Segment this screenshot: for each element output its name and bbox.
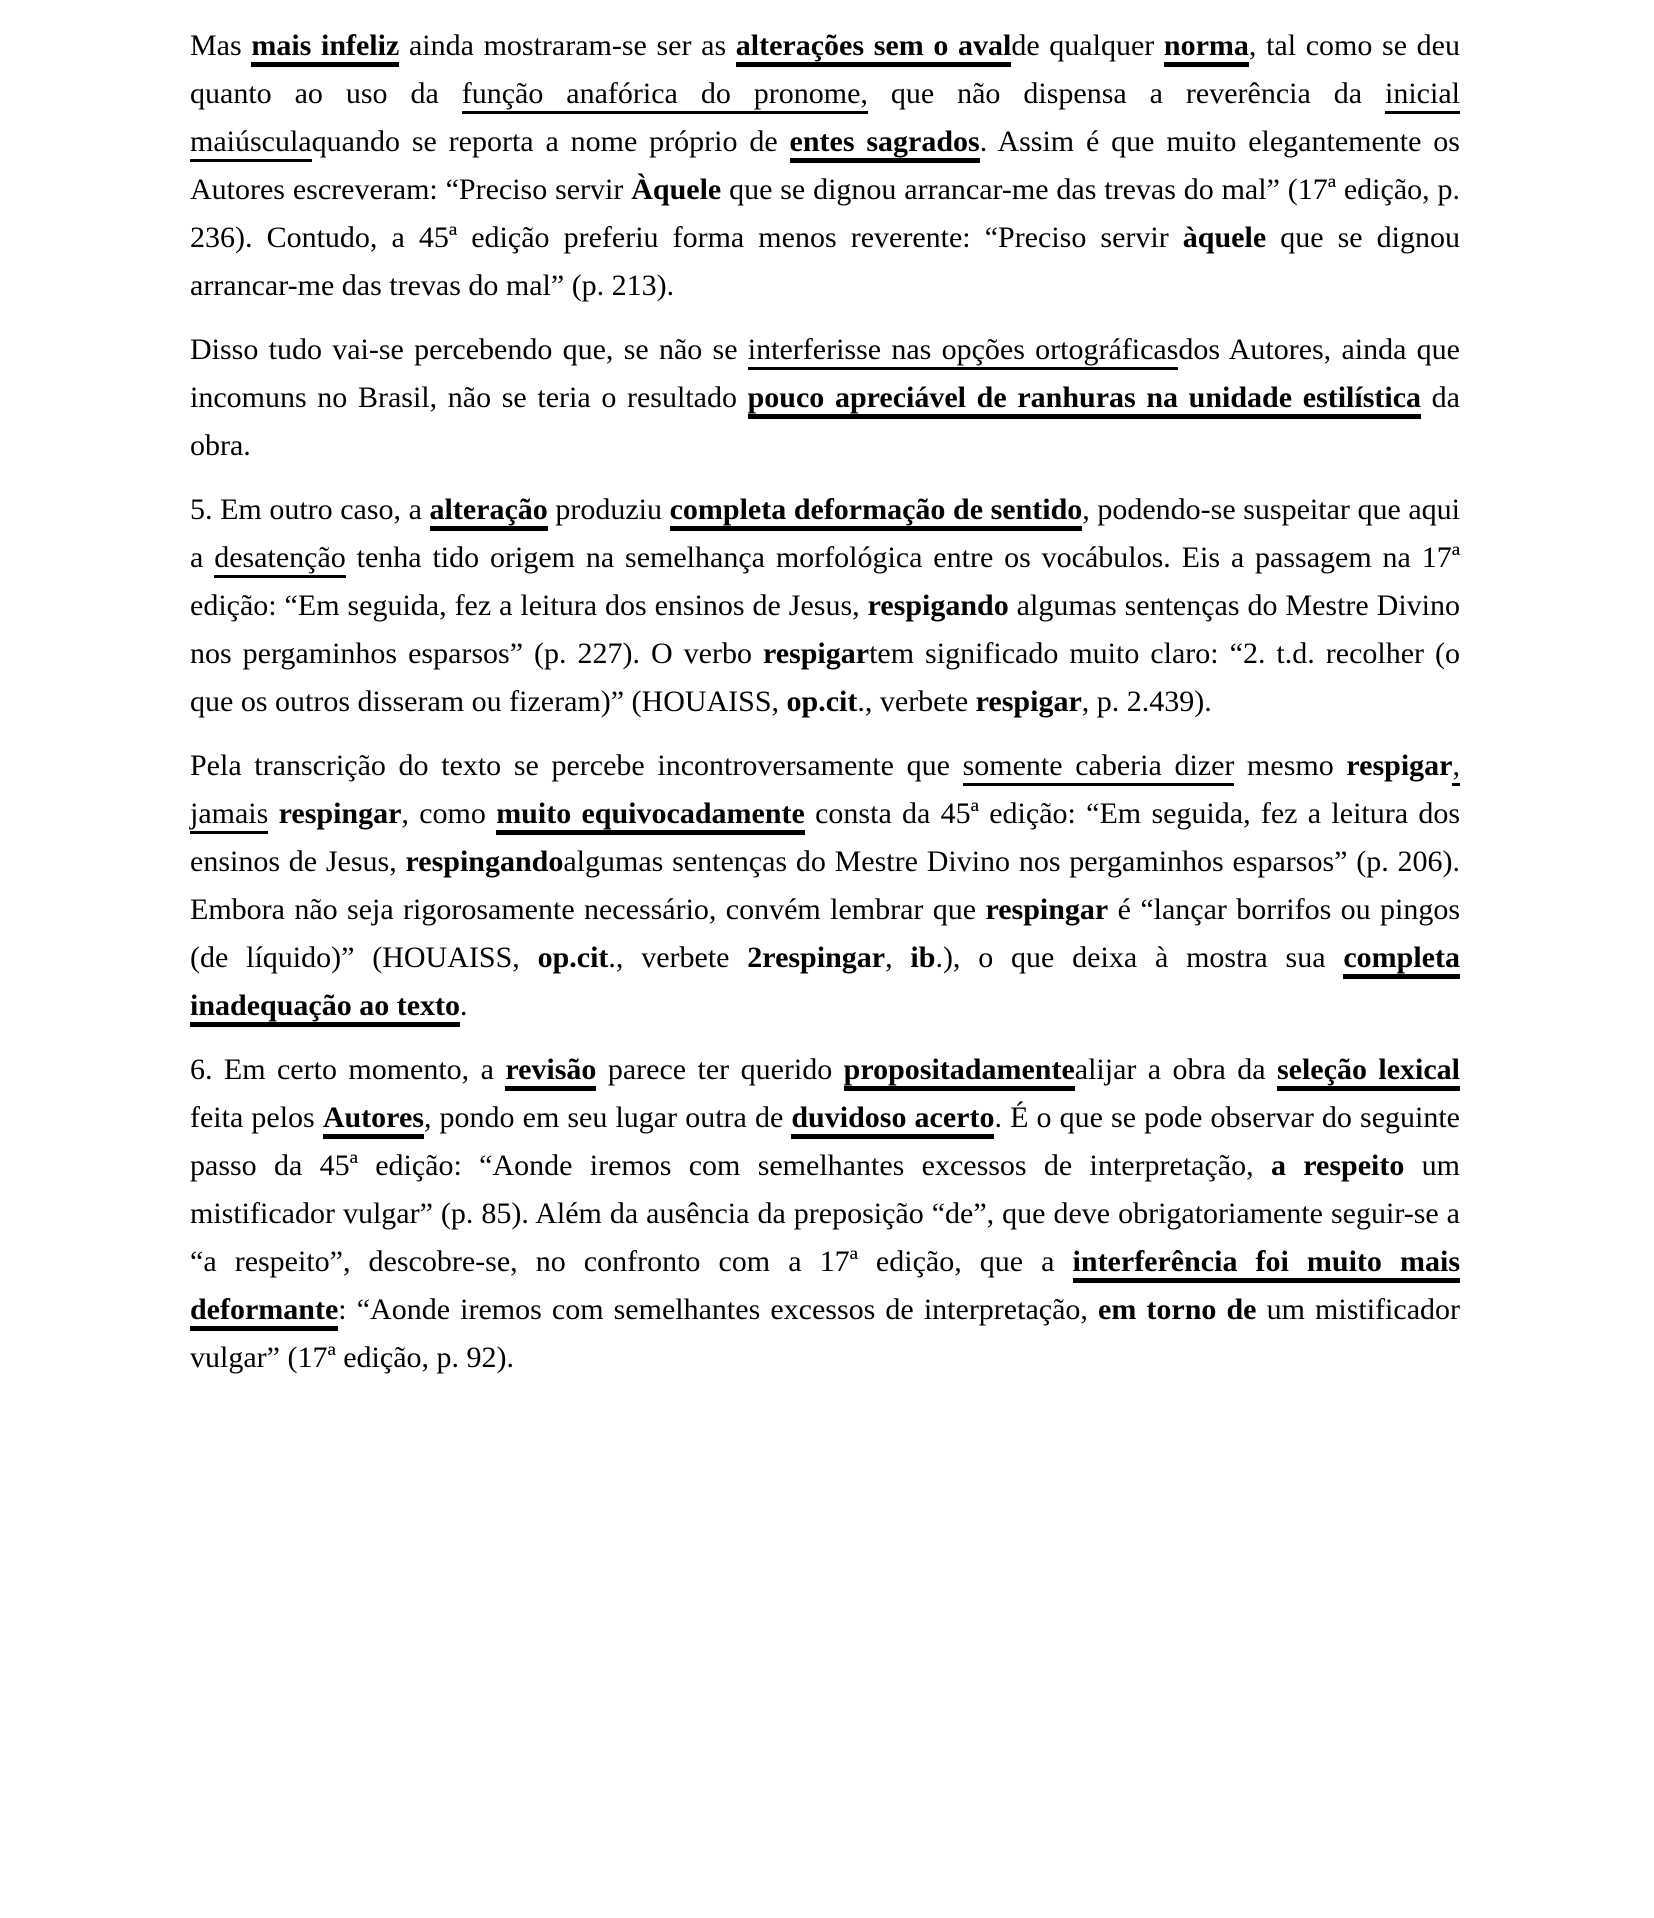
text-run: quando se reporta a nome próprio de bbox=[311, 125, 790, 158]
text-run: respingando bbox=[405, 845, 564, 878]
text-run: mais infeliz bbox=[251, 29, 399, 67]
text-run: que se dignou arrancar-me das trevas do mal” (p. 213). bbox=[190, 221, 1461, 302]
text-run: tem significado muito claro: “2. t.d. recolher (o que os outros disseram ou fizeram)” (HOUAISS, bbox=[190, 637, 1461, 718]
text-run: , pondo em seu lugar outra de bbox=[423, 1101, 792, 1134]
text-run: um mistificador vulgar” (17ª edição, p. 92). bbox=[190, 1293, 1460, 1374]
text-run: Disso tudo vai-se percebendo que, se não se bbox=[190, 333, 748, 366]
text-run: é “lançar borrifos ou pingos (de líquido)” (HOUAISS, bbox=[190, 893, 1460, 974]
text-run: da obra. bbox=[190, 381, 1460, 462]
text-run: ., verbete bbox=[608, 941, 748, 974]
text-run: revisão bbox=[505, 1053, 596, 1091]
text-run bbox=[268, 797, 278, 830]
text-run: alijar a obra da bbox=[1074, 1053, 1277, 1086]
text-run: que não dispensa a reverência da bbox=[867, 77, 1385, 110]
text-run: completa deformação de sentido bbox=[670, 493, 1083, 531]
text-run: desatenção bbox=[214, 541, 346, 578]
text-run: parece ter querido bbox=[596, 1053, 844, 1086]
paragraph bbox=[190, 742, 1460, 1030]
text-run: Mas bbox=[190, 29, 252, 62]
text-run: , p. 2.439). bbox=[1081, 685, 1212, 718]
paragraph bbox=[190, 486, 1460, 726]
text-run: Autores bbox=[323, 1101, 424, 1139]
text-run: , tal como se deu quanto ao uso da bbox=[190, 29, 1460, 110]
text-run: produziu bbox=[547, 493, 670, 526]
paragraph bbox=[190, 1046, 1460, 1382]
text-run: dos Autores, ainda que incomuns no Brasil, não se teria o resultado bbox=[190, 333, 1460, 414]
text-run: . É o que se pode observar do seguinte passo da 45ª edição: “Aonde iremos com semelhantes excessos de interpretação, bbox=[190, 1101, 1460, 1182]
text-run: função anafórica do pronome, bbox=[462, 77, 868, 114]
text-run: op.cit bbox=[786, 685, 858, 718]
text-run: 2respingar bbox=[747, 941, 886, 974]
text-run: em torno de bbox=[1098, 1293, 1257, 1326]
text-run: respingar bbox=[985, 893, 1109, 926]
text-run: .), o que deixa à mostra sua bbox=[935, 941, 1344, 974]
text-run: ib bbox=[910, 941, 936, 974]
text-run: respigar bbox=[1346, 749, 1453, 782]
text-run: inicial maiúscula bbox=[190, 77, 1460, 162]
text-run: tenha tido origem na semelhança morfológica entre os vocábulos. Eis a passagem na 17ª edição: “Em seguida, fez a leitura dos ensinos de Jesus, bbox=[190, 541, 1460, 622]
paragraph bbox=[190, 326, 1460, 470]
text-run: algumas sentenças do Mestre Divino nos pergaminhos esparsos” (p. 227). O verbo bbox=[190, 589, 1461, 670]
text-run: respingar bbox=[278, 797, 402, 830]
text-run: muito equivocadamente bbox=[496, 797, 805, 835]
text-run: op.cit bbox=[537, 941, 609, 974]
text-run: , como bbox=[401, 797, 497, 830]
text-run: respigar bbox=[975, 685, 1082, 718]
text-run: pouco apreciável de ranhuras na unidade estilística bbox=[748, 381, 1421, 419]
text-run: propositadamente bbox=[844, 1053, 1075, 1091]
text-run: , podendo-se suspeitar que aqui a bbox=[190, 493, 1461, 574]
text-run: algumas sentenças do Mestre Divino nos pergaminhos esparsos” (p. 206). Embora não seja rigorosamente necessário, convém lembrar que bbox=[190, 845, 1461, 926]
text-run: norma bbox=[1164, 29, 1249, 67]
text-run: Àquele bbox=[631, 173, 722, 206]
text-run: um mistificador vulgar” (p. 85). Além da ausência da preposição “de”, que deve obrigatoriamente seguir-se a “a respeito”, descobre-se, no confronto com a 17ª edição, que a bbox=[190, 1149, 1460, 1278]
text-run: interferência foi muito mais deformante bbox=[190, 1245, 1460, 1331]
text-run: . bbox=[460, 989, 468, 1022]
paragraph bbox=[190, 22, 1460, 310]
text-run: ainda mostraram-se ser as bbox=[399, 29, 736, 62]
text-run: ., verbete bbox=[857, 685, 976, 718]
text-run: alterações sem o aval bbox=[736, 29, 1012, 67]
text-run: 6. Em certo momento, a bbox=[190, 1053, 506, 1086]
text-run: . Assim é que muito elegantemente os Autores escreveram: “Preciso servir bbox=[190, 125, 1460, 206]
text-run: somente caberia dizer bbox=[963, 749, 1235, 786]
text-run: de qualquer bbox=[1011, 29, 1164, 62]
text-run: seleção lexical bbox=[1277, 1053, 1460, 1091]
text-run: mesmo bbox=[1234, 749, 1347, 782]
text-run: , bbox=[885, 941, 911, 974]
text-run: alteração bbox=[430, 493, 548, 531]
text-run: a respeito bbox=[1270, 1149, 1405, 1182]
text-run: : “Aonde iremos com semelhantes excessos de interpretação, bbox=[338, 1293, 1098, 1326]
text-run: completa inadequação ao texto bbox=[190, 941, 1460, 1027]
text-run: duvidoso acerto bbox=[791, 1101, 994, 1139]
document-body bbox=[190, 22, 1460, 1382]
text-run: 5. Em outro caso, a bbox=[190, 493, 430, 526]
text-run: , jamais bbox=[190, 749, 1460, 834]
text-run: àquele bbox=[1182, 221, 1267, 254]
text-run: consta da 45ª edição: “Em seguida, fez a leitura dos ensinos de Jesus, bbox=[190, 797, 1461, 878]
text-run: feita pelos bbox=[190, 1101, 323, 1134]
text-run: respigando bbox=[867, 589, 1009, 622]
text-run: que se dignou arrancar-me das trevas do mal” (17ª edição, p. 236). Contudo, a 45ª edição preferiu forma menos reverente: “Preciso servir bbox=[190, 173, 1460, 254]
text-run: entes sagrados bbox=[790, 125, 980, 163]
text-run: respigar bbox=[762, 637, 870, 670]
text-run: Pela transcrição do texto se percebe incontroversamente que bbox=[190, 749, 963, 782]
text-run: interferisse nas opções ortográficas bbox=[748, 333, 1179, 370]
